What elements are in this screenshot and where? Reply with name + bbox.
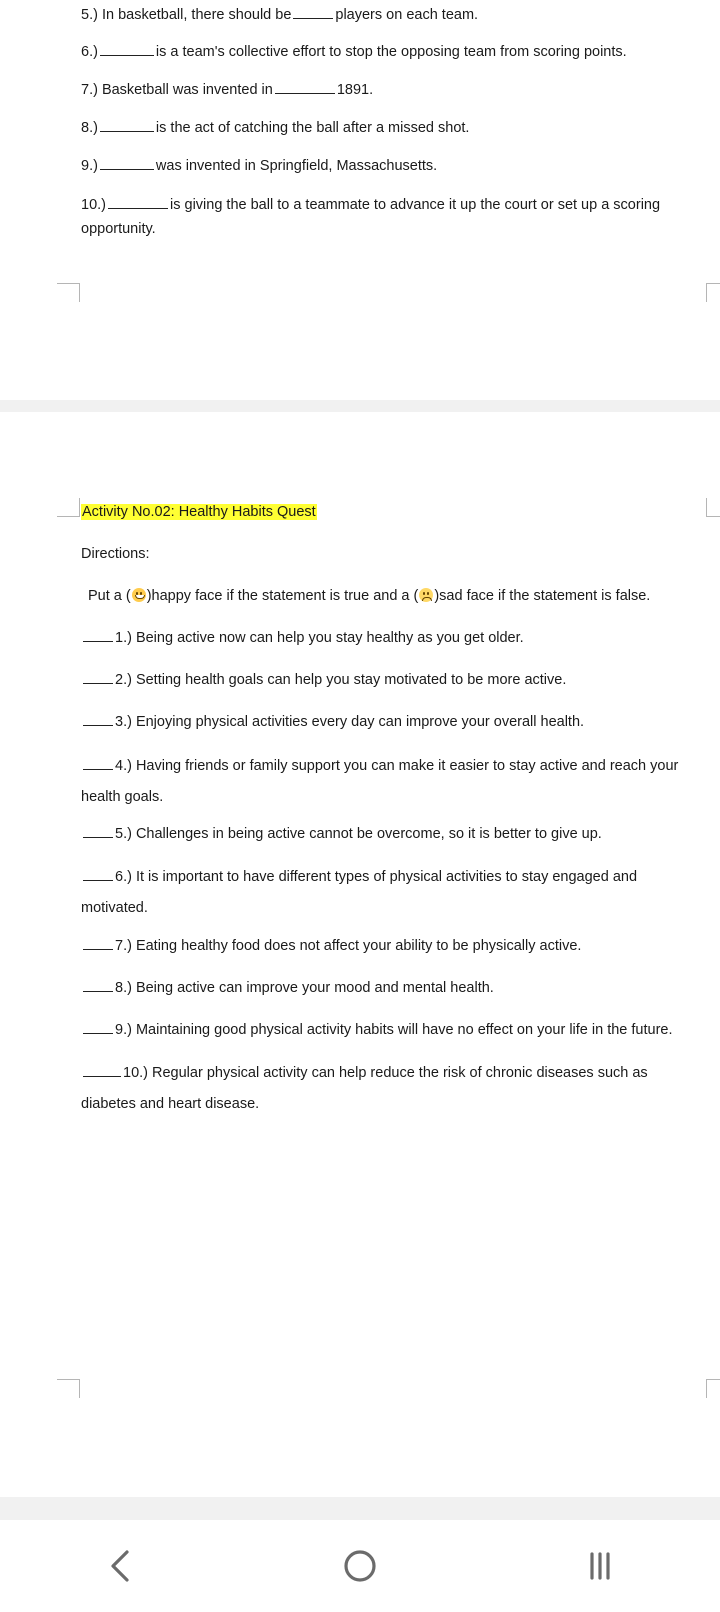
statement-4 <box>81 751 701 813</box>
statement-1 <box>81 626 701 650</box>
answer-blank <box>83 682 113 684</box>
question-text: 7.) Basketball was invented in <box>81 82 273 98</box>
answer-blank <box>83 1032 113 1034</box>
question-text: 5.) In basketball, there should be <box>81 7 292 23</box>
question-text: 1891. <box>336 82 374 98</box>
question-text: is the act of catching the ball after a missed shot. <box>155 120 470 136</box>
recents-lines-icon <box>580 1546 620 1586</box>
page-corner-mark <box>706 1379 720 1398</box>
question-9 <box>81 154 701 178</box>
statement-8 <box>81 976 701 1000</box>
answer-blank <box>83 836 113 838</box>
happy-face-icon <box>132 588 146 602</box>
answer-blank <box>275 92 335 94</box>
answer-blank <box>100 54 154 56</box>
system-navigation-bar <box>0 1520 720 1612</box>
back-button[interactable] <box>90 1536 150 1596</box>
directions-text: Directions: <box>81 546 150 562</box>
statement-text: 4.) Having friends or family support you can make it easier to stay active and reach your health goals. <box>81 758 679 805</box>
answer-blank <box>83 640 113 642</box>
question-5 <box>81 3 701 27</box>
page-corner-mark <box>706 498 720 517</box>
question-10 <box>81 193 701 241</box>
statement-text: 9.) Maintaining good physical activity habits will have no effect on your life in the future. <box>115 1022 673 1038</box>
statement-10 <box>81 1058 701 1120</box>
page-corner-mark <box>57 498 80 517</box>
statement-7 <box>81 934 701 958</box>
question-text: 6.) <box>81 44 98 60</box>
document-page-1 <box>0 0 720 400</box>
answer-blank <box>293 17 333 19</box>
question-text: players on each team. <box>335 7 479 23</box>
answer-blank <box>83 990 113 992</box>
activity-title <box>81 500 701 524</box>
statement-2 <box>81 668 701 692</box>
statement-5 <box>81 822 701 846</box>
answer-blank <box>83 879 113 881</box>
answer-blank <box>83 948 113 950</box>
home-circle-icon <box>340 1546 380 1586</box>
question-7 <box>81 78 701 102</box>
question-text: 10.) <box>81 197 106 213</box>
answer-blank <box>100 130 154 132</box>
directions-label <box>81 542 701 566</box>
home-button[interactable] <box>330 1536 390 1596</box>
answer-blank <box>108 207 168 209</box>
instruction-text: Put a ( <box>88 588 131 604</box>
statement-3 <box>81 710 701 734</box>
answer-blank <box>83 768 113 770</box>
instruction-text: )happy face if the statement is true and a ( <box>146 588 419 604</box>
question-6 <box>81 40 701 64</box>
statement-text: 7.) Eating healthy food does not affect your ability to be physically active. <box>115 938 582 954</box>
page-corner-mark <box>706 283 720 302</box>
activity-title-text: Activity No.02: Healthy Habits Quest <box>82 504 316 520</box>
statement-text: 10.) Regular physical activity can help reduce the risk of chronic diseases such as diabetes and heart disease. <box>81 1065 648 1112</box>
answer-blank <box>83 724 113 726</box>
statement-text: 2.) Setting health goals can help you stay motivated to be more active. <box>115 672 567 688</box>
statement-6 <box>81 862 701 924</box>
instruction-text: )sad face if the statement is false. <box>434 588 651 604</box>
statement-text: 6.) It is important to have different types of physical activities to stay engaged and motivated. <box>81 869 638 916</box>
statement-text: 5.) Challenges in being active cannot be overcome, so it is better to give up. <box>115 826 602 842</box>
answer-blank <box>83 1075 121 1077</box>
statement-text: 3.) Enjoying physical activities every day can improve your overall health. <box>115 714 585 730</box>
question-text: was invented in Springfield, Massachusetts. <box>155 158 438 174</box>
statement-text: 1.) Being active now can help you stay healthy as you get older. <box>115 630 524 646</box>
page-corner-mark <box>57 1379 80 1398</box>
statement-text: 8.) Being active can improve your mood and mental health. <box>115 980 494 996</box>
question-text: is a team's collective effort to stop the opposing team from scoring points. <box>155 44 627 60</box>
recents-button[interactable] <box>570 1536 630 1596</box>
question-8 <box>81 116 701 140</box>
page-corner-mark <box>57 283 80 302</box>
answer-blank <box>100 168 154 170</box>
sad-face-icon <box>419 588 433 602</box>
question-text: 8.) <box>81 120 98 136</box>
instruction-line <box>88 584 708 608</box>
question-text: 9.) <box>81 158 98 174</box>
question-text: is giving the ball to a teammate to advance it up the court or set up a scoring opportunity. <box>81 197 661 237</box>
statement-9 <box>81 1018 701 1042</box>
document-page-2 <box>0 412 720 1497</box>
back-chevron-icon <box>105 1546 135 1586</box>
